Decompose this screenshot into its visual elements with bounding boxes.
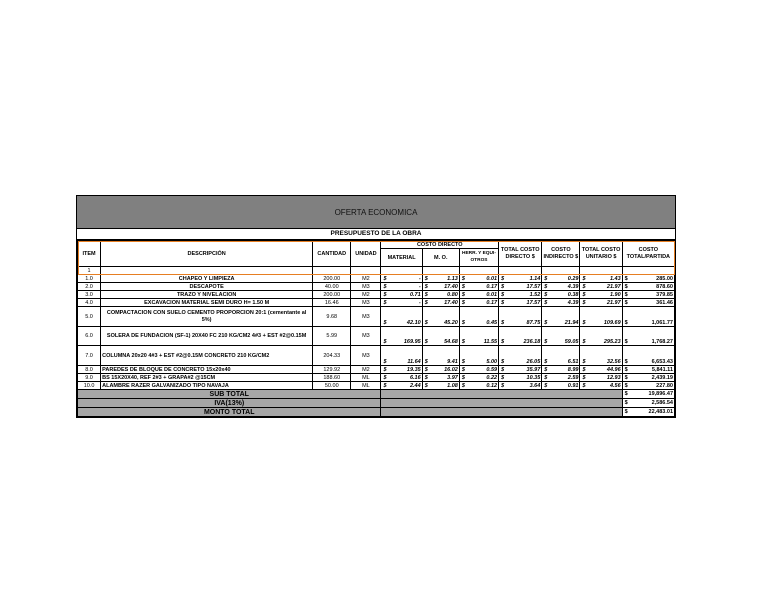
cell-item: 2.0 — [78, 283, 101, 291]
summary-label: IVA(13%) — [78, 399, 381, 408]
cell-cantidad: 5.99 — [313, 327, 351, 346]
cell-unitario: $ 21.97 — [580, 283, 622, 291]
cell-descripcion: DESCAPOTE — [101, 283, 313, 291]
col-cantidad: CANTIDAD — [313, 241, 351, 267]
cell-mo: $ 16.02 — [422, 366, 459, 374]
cell-unidad: M3 — [351, 346, 381, 366]
cell-cantidad: 200.00 — [313, 291, 351, 299]
cell-indirecto: $ 4.39 — [542, 283, 580, 291]
cell-descripcion: SOLERA DE FUNDACION (SF-1) 20X40 FC 210 KG/CM2 4#3 + EST #2@0.15M — [101, 327, 313, 346]
table-row — [78, 283, 675, 291]
table-row — [78, 346, 675, 366]
cell-total-partida: $ 878.60 — [622, 283, 674, 291]
cell-descripcion: EXCAVACION MATERIAL SEMI DURO H= 1.50 M — [101, 299, 313, 307]
col-unidad: UNIDAD — [351, 241, 381, 267]
cell-herr: $ 0.17 — [459, 283, 498, 291]
cell-cantidad: 129.92 — [313, 366, 351, 374]
col-costo-directo: COSTO DIRECTO — [381, 241, 499, 249]
col-mo: M. O. — [422, 249, 459, 267]
cell-item: 4.0 — [78, 299, 101, 307]
cell-mo: $ 45.20 — [422, 307, 459, 327]
summary-section — [78, 390, 675, 417]
cell-descripcion: COLUMNA 20x20 4#3 + EST #2@0.15M CONCRETO 210 KG/CM2 — [101, 346, 313, 366]
cell-material: $ 0.71 — [381, 291, 422, 299]
banner-title: OFERTA ECONOMICA — [77, 196, 675, 229]
cell-herr: $ 0.59 — [459, 366, 498, 374]
cell-cantidad: 188.60 — [313, 374, 351, 382]
cell-total-directo: $ 87.75 — [499, 307, 542, 327]
cell-total-directo: $ 35.97 — [499, 366, 542, 374]
cell-indirecto: $ 4.39 — [542, 299, 580, 307]
summary-value: $ 2,586.54 — [622, 399, 674, 408]
summary-blank — [381, 408, 622, 417]
budget-table — [77, 240, 675, 417]
cell-cantidad: 200.00 — [313, 275, 351, 283]
first-item-marker: 1 — [78, 267, 101, 275]
cell-item: 5.0 — [78, 307, 101, 327]
cell-herr: $ 0.01 — [459, 275, 498, 283]
cell-unitario: $ 44.96 — [580, 366, 622, 374]
cell-unidad: M3 — [351, 307, 381, 327]
cell-indirecto: $ 21.94 — [542, 307, 580, 327]
cell-indirecto: $ 0.29 — [542, 275, 580, 283]
cell-material: $ - — [381, 299, 422, 307]
col-material: MATERIAL — [381, 249, 422, 267]
cell-descripcion: PAREDES DE BLOQUE DE CONCRETO 15x20x40 — [101, 366, 313, 374]
cell-total-directo: $ 17.57 — [499, 299, 542, 307]
cell-item: 10.0 — [78, 382, 101, 390]
cell-material: $ 2.44 — [381, 382, 422, 390]
cell-total-partida: $ 227.80 — [622, 382, 674, 390]
cell-mo: $ 0.80 — [422, 291, 459, 299]
cell-material: $ - — [381, 283, 422, 291]
cell-descripcion: TRAZO Y NIVELACION — [101, 291, 313, 299]
cell-material: $ 19.35 — [381, 366, 422, 374]
cell-material: $ - — [381, 275, 422, 283]
cell-unitario: $ 32.56 — [580, 346, 622, 366]
summary-label: SUB TOTAL — [78, 390, 381, 399]
col-unitario: TOTAL COSTO UNITARIO $ — [580, 241, 622, 267]
cell-herr: $ 0.01 — [459, 291, 498, 299]
cell-unidad: M2 — [351, 275, 381, 283]
cell-unitario: $ 21.97 — [580, 299, 622, 307]
cell-unidad: M3 — [351, 283, 381, 291]
cell-descripcion: ALAMBRE RAZER GALVANIZADO TIPO NAVAJA — [101, 382, 313, 390]
table-row — [78, 275, 675, 283]
col-descripcion: DESCRIPCIÓN — [101, 241, 313, 267]
cell-herr: $ 0.17 — [459, 299, 498, 307]
cell-herr: $ 0.45 — [459, 307, 498, 327]
cell-total-directo: $ 10.35 — [499, 374, 542, 382]
cell-herr: $ 5.00 — [459, 346, 498, 366]
summary-row — [78, 390, 675, 399]
cell-cantidad: 9.68 — [313, 307, 351, 327]
cell-unitario: $ 295.23 — [580, 327, 622, 346]
cell-cantidad: 16.46 — [313, 299, 351, 307]
table-row — [78, 327, 675, 346]
cell-unidad: M2 — [351, 366, 381, 374]
col-herr: HERR. Y EQUI-OTROS — [459, 249, 498, 267]
cell-unidad: M3 — [351, 299, 381, 307]
cell-herr: $ 0.22 — [459, 374, 498, 382]
cell-item: 9.0 — [78, 374, 101, 382]
summary-label: MONTO TOTAL — [78, 408, 381, 417]
summary-blank — [381, 399, 622, 408]
col-indirecto: COSTO INDIRECTO $ — [542, 241, 580, 267]
cell-total-directo: $ 1.14 — [499, 275, 542, 283]
cell-unitario: $ 109.69 — [580, 307, 622, 327]
cell-mo: $ 1.08 — [422, 382, 459, 390]
budget-sheet — [76, 195, 676, 418]
col-total-partida: COSTO TOTAL/PARTIDA — [622, 241, 674, 267]
table-row — [78, 291, 675, 299]
cell-unitario: $ 12.93 — [580, 374, 622, 382]
cell-total-partida: $ 285.00 — [622, 275, 674, 283]
cell-item: 3.0 — [78, 291, 101, 299]
cell-descripcion: CHAPEO Y LIMPIEZA — [101, 275, 313, 283]
cell-total-directo: $ 3.64 — [499, 382, 542, 390]
summary-blank — [381, 390, 622, 399]
cell-indirecto: $ 8.99 — [542, 366, 580, 374]
table-row — [78, 307, 675, 327]
cell-descripcion: BS 15X20X40, REF 2#3 + GRAPA#2 @15CM — [101, 374, 313, 382]
table-body — [78, 275, 675, 390]
cell-indirecto: $ 6.51 — [542, 346, 580, 366]
cell-total-partida: $ 5,841.11 — [622, 366, 674, 374]
summary-value: $ 22,483.01 — [622, 408, 674, 417]
cell-unitario: $ 1.43 — [580, 275, 622, 283]
cell-total-partida: $ 1,061.77 — [622, 307, 674, 327]
cell-indirecto: $ 0.38 — [542, 291, 580, 299]
summary-row — [78, 408, 675, 417]
cell-unitario: $ 1.90 — [580, 291, 622, 299]
summary-row — [78, 399, 675, 408]
cell-material: $ 11.64 — [381, 346, 422, 366]
table-row — [78, 299, 675, 307]
cell-mo: $ 9.41 — [422, 346, 459, 366]
cell-total-directo: $ 26.05 — [499, 346, 542, 366]
cell-total-directo: $ 17.57 — [499, 283, 542, 291]
cell-unidad: ML — [351, 374, 381, 382]
cell-item: 6.0 — [78, 327, 101, 346]
cell-material: $ 6.16 — [381, 374, 422, 382]
cell-item: 1.0 — [78, 275, 101, 283]
col-total-directo: TOTAL COSTO DIRECTO $ — [499, 241, 542, 267]
cell-cantidad: 40.00 — [313, 283, 351, 291]
cell-cantidad: 204.33 — [313, 346, 351, 366]
cell-unidad: ML — [351, 382, 381, 390]
cell-unidad: M3 — [351, 327, 381, 346]
cell-total-partida: $ 361.46 — [622, 299, 674, 307]
cell-indirecto: $ 2.59 — [542, 374, 580, 382]
cell-total-partida: $ 1,768.27 — [622, 327, 674, 346]
cell-indirecto: $ 0.91 — [542, 382, 580, 390]
summary-value: $ 19,896.47 — [622, 390, 674, 399]
cell-total-directo: $ 1.52 — [499, 291, 542, 299]
cell-item: 7.0 — [78, 346, 101, 366]
table-row — [78, 382, 675, 390]
cell-total-partida: $ 379.85 — [622, 291, 674, 299]
cell-total-directo: $ 236.18 — [499, 327, 542, 346]
cell-unitario: $ 4.56 — [580, 382, 622, 390]
cell-herr: $ 0.12 — [459, 382, 498, 390]
table-header — [78, 241, 675, 275]
cell-mo: $ 3.97 — [422, 374, 459, 382]
cell-cantidad: 50.00 — [313, 382, 351, 390]
table-row — [78, 374, 675, 382]
cell-unidad: M2 — [351, 291, 381, 299]
cell-total-partida: $ 6,653.43 — [622, 346, 674, 366]
cell-item: 8.0 — [78, 366, 101, 374]
table-row — [78, 366, 675, 374]
cell-herr: $ 11.55 — [459, 327, 498, 346]
budget-subtitle: PRESUPUESTO DE LA OBRA — [77, 229, 675, 240]
cell-mo: $ 17.40 — [422, 299, 459, 307]
cell-material: $ 169.95 — [381, 327, 422, 346]
cell-descripcion: COMPACTACION CON SUELO CEMENTO PROPORCION 20:1 (cementante al 5%) — [101, 307, 313, 327]
cell-indirecto: $ 59.05 — [542, 327, 580, 346]
cell-mo: $ 54.68 — [422, 327, 459, 346]
cell-mo: $ 17.40 — [422, 283, 459, 291]
col-item: ITEM — [78, 241, 101, 267]
cell-total-partida: $ 2,439.19 — [622, 374, 674, 382]
cell-mo: $ 1.13 — [422, 275, 459, 283]
cell-material: $ 42.10 — [381, 307, 422, 327]
